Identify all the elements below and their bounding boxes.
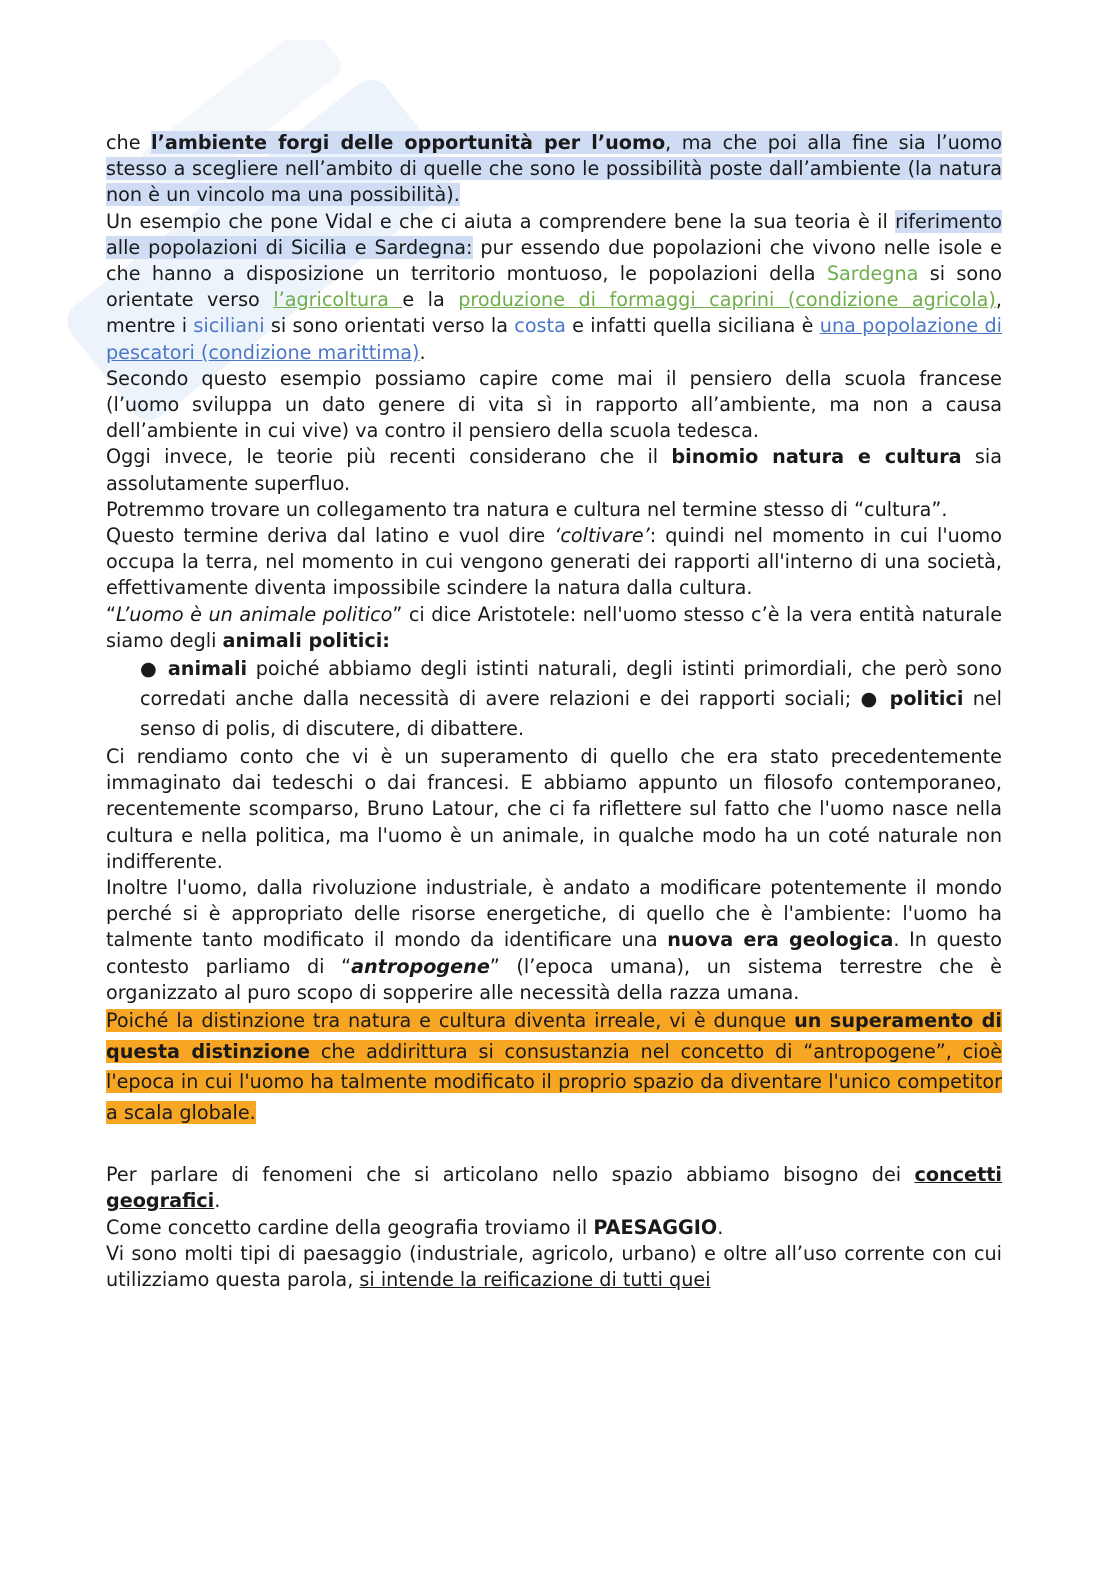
text: che — [106, 131, 152, 154]
paragraph-binomio — [106, 444, 1002, 496]
text: sia assolutamente superfluo. — [106, 445, 1002, 495]
italic-text: ‘coltivare’ — [554, 524, 650, 548]
bold-text: animali politici: — [222, 628, 390, 652]
text: Oggi invece, le teorie più recenti considerano che il — [106, 445, 672, 469]
text: e la — [402, 288, 459, 312]
text: Vi sono molti tipi di paesaggio (industriale, agricolo, urbano) e oltre all’uso corrente con cui utilizziamo questa parola, — [106, 1241, 1002, 1291]
italic-quote: L’uomo è un animale politico — [115, 602, 393, 626]
spacer — [106, 1128, 1002, 1162]
paragraph-vidal-example — [106, 209, 1002, 366]
highlighted-sentence — [106, 131, 1002, 206]
orange-highlight — [106, 1009, 1002, 1124]
bold-text: politici — [889, 687, 964, 711]
text: si sono orientate verso — [106, 262, 1002, 312]
bullet-icon: ● — [860, 687, 881, 711]
text: : quindi nel momento in cui l'uomo occupa la terra, nel momento in cui vengono generati dei rapporti all'interno di una società, effettivamente diventa impossibile scindere la natura dalla cultura. — [106, 524, 1002, 600]
bold-italic-text: antropogene — [351, 954, 490, 978]
text: . In questo contesto parliamo di “ — [106, 928, 1002, 978]
paragraph-paesaggio — [106, 1215, 1002, 1241]
bullet-icon: ● — [140, 657, 160, 681]
paragraph-concetti-geografici — [106, 1162, 1002, 1214]
green-underlined-formaggi: produzione di formaggi caprini (condizione agricola) — [458, 288, 996, 312]
text: . — [717, 1215, 724, 1239]
paragraph-antropogene — [106, 875, 1002, 1006]
blue-text-costa: costa — [514, 314, 566, 338]
text: si sono orientati verso la — [264, 314, 515, 338]
bold-text: binomio natura e cultura — [671, 445, 962, 469]
text: , ma che poi alla fine sia l’uomo stesso a scegliere nell’ambito di quelle che sono le possibilità poste dall’ambiente (la natura non è un vincolo ma una possibilità). — [106, 131, 1002, 207]
text: Come concetto cardine della geografia troviamo il — [106, 1215, 594, 1239]
paragraph-latour: Ci rendiamo conto che vi è un superamento di quello che era stato precedentemente immaginato dai tedeschi o dai francesi. E abbiamo appunto un filosofo contemporaneo, recentemente scomparso, Bruno Latour, che ci fa riflettere sul fatto che l'uomo nasce nella cultura e nella politica, ma l'uomo è un animale, in qualche modo ha un coté naturale non indifferente. — [106, 745, 1002, 873]
underlined-text: si intende la reificazione di tutti quei — [359, 1267, 711, 1291]
paragraph-aristotele — [106, 602, 1002, 654]
blue-underlined-pescatori: una popolazione di pescatori (condizione marittima) — [106, 314, 1003, 364]
document-body — [106, 130, 1002, 1293]
text: che addirittura si consustanzia nel concetto di “antropogene”, cioè l'epoca in cui l'uomo ha talmente modificato il proprio spazio da diventare l'unico competitor a scala globale. — [106, 1039, 1003, 1124]
text: nel senso di polis, di discutere, di dibattere. — [140, 687, 1002, 741]
bold-text: un superamento di questa distinzione — [106, 1009, 1002, 1063]
bold-text: animali — [167, 657, 248, 681]
bold-text: nuova era geologica — [667, 928, 894, 952]
blue-text-siciliani: siciliani — [193, 314, 265, 338]
highlighted-text: riferimento alle popolazioni di Sicilia e Sardegna: — [106, 209, 1002, 259]
text: Poiché la distinzione tra natura e cultura diventa irreale, vi è dunque — [106, 1009, 795, 1033]
bold-text: PAESAGGIO — [593, 1215, 718, 1239]
text: ” ci dice Aristotele: nell'uomo stesso c’è la vera entità naturale siamo degli — [106, 602, 1002, 652]
green-underlined-agricoltura: l’agricoltura — [273, 288, 403, 312]
paragraph-highlighted-conclusion — [106, 1006, 1002, 1128]
paragraph-scuola-francese: Secondo questo esempio possiamo capire come mai il pensiero della scuola francese (l’uomo sviluppa un dato genere di vita sì in rapporto all’ambiente, ma non a causa dell’ambiente in cui vive) va contro il pensiero della scuola tedesca. — [106, 366, 1002, 443]
bold-underlined-text: concetti geografici — [106, 1163, 1002, 1213]
text: Inoltre l'uomo, dalla rivoluzione industriale, è andato a modificare potentemente il mondo perché si è appropriato delle risorse energetiche, di quello che è l'ambiente: l'uomo ha talmente tanto modificato il mondo da identificare una — [106, 876, 1002, 952]
text: Un esempio che pone Vidal e che ci aiuta a comprendere bene la sua teoria è il — [106, 209, 896, 233]
paragraph-collegamento: Potremmo trovare un collegamento tra natura e cultura nel termine stesso di “cultura”. — [106, 497, 948, 521]
text: , mentre i — [106, 288, 1003, 338]
paragraph-coltivare — [106, 523, 1002, 602]
bullet-list — [106, 654, 1002, 744]
text: Per parlare di fenomeni che si articolano nello spazio abbiamo bisogno dei — [106, 1163, 915, 1187]
text: “ — [106, 602, 116, 626]
text: Questo termine deriva dal latino e vuol dire — [106, 524, 555, 548]
text: . — [214, 1189, 221, 1213]
paragraph-tipi-paesaggio — [106, 1241, 1002, 1293]
list-item — [140, 654, 1002, 744]
bold-text: l’ambiente forgi delle opportunità per l’uomo — [151, 131, 666, 154]
text: ” (l’epoca umana), un sistema terrestre che è organizzato al puro scopo di sopperire alle necessità della razza umana. — [106, 954, 1002, 1004]
paragraph-ambiente — [106, 130, 1002, 209]
green-text-sardegna: Sardegna — [826, 262, 919, 286]
text: poiché abbiamo degli istinti naturali, degli istinti primordiali, che però sono corredati anche dalla necessità di avere relazioni e dei rapporti sociali; — [140, 657, 1002, 711]
text: . — [419, 340, 426, 364]
text: e infatti quella siciliana è — [565, 314, 820, 338]
text: pur essendo due popolazioni che vivono nelle isole e che hanno a disposizione un territorio montuoso, le popolazioni della — [106, 235, 1002, 286]
